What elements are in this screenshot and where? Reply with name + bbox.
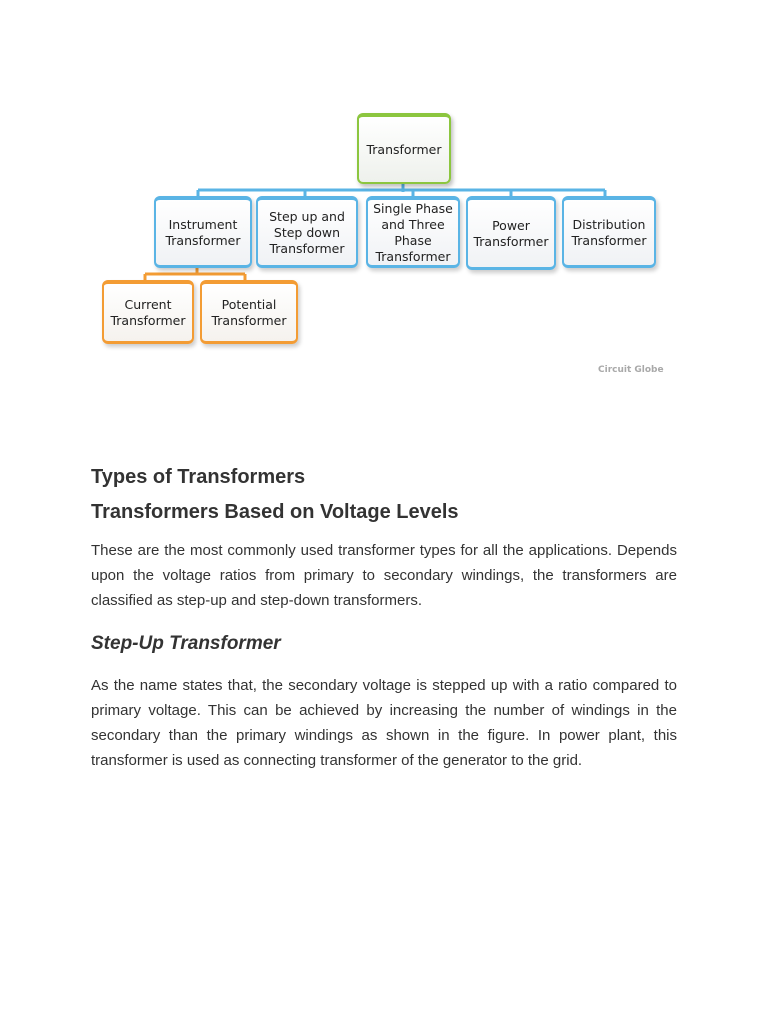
page-title: Types of Transformers bbox=[91, 466, 306, 488]
root-node-transformer: Transformer bbox=[357, 113, 451, 184]
watermark-text: Circuit Globe bbox=[598, 365, 664, 375]
section-paragraph: As the name states that, the secondary voltage is stepped up with a ratio compared to primary voltage. This can be achieved by increasing the number of windings in the secondary than the primary windings as shown in the figure. In power plant, this transformer is used as connecting transformer of the generator to the grid. bbox=[91, 677, 677, 769]
node-current-transformer: Current Transformer bbox=[102, 280, 194, 344]
node-distribution-transformer: Distribution Transformer bbox=[562, 196, 656, 268]
page-subtitle: Transformers Based on Voltage Levels bbox=[91, 501, 459, 523]
transformer-types-diagram bbox=[0, 0, 768, 400]
node-single-three-phase-transformer: Single Phase and Three Phase Transformer bbox=[366, 196, 460, 268]
node-power-transformer: Power Transformer bbox=[466, 196, 556, 270]
node-potential-transformer: Potential Transformer bbox=[200, 280, 298, 344]
node-instrument-transformer: Instrument Transformer bbox=[154, 196, 252, 268]
node-step-up-down-transformer: Step up and Step down Transformer bbox=[256, 196, 358, 268]
section-heading: Step-Up Transformer bbox=[91, 633, 281, 654]
intro-paragraph: These are the most commonly used transformer types for all the applications. Depends upon the voltage ratios from primary to secondary windings, the transformers are classified as step-up and step-down transformers. bbox=[91, 542, 677, 609]
